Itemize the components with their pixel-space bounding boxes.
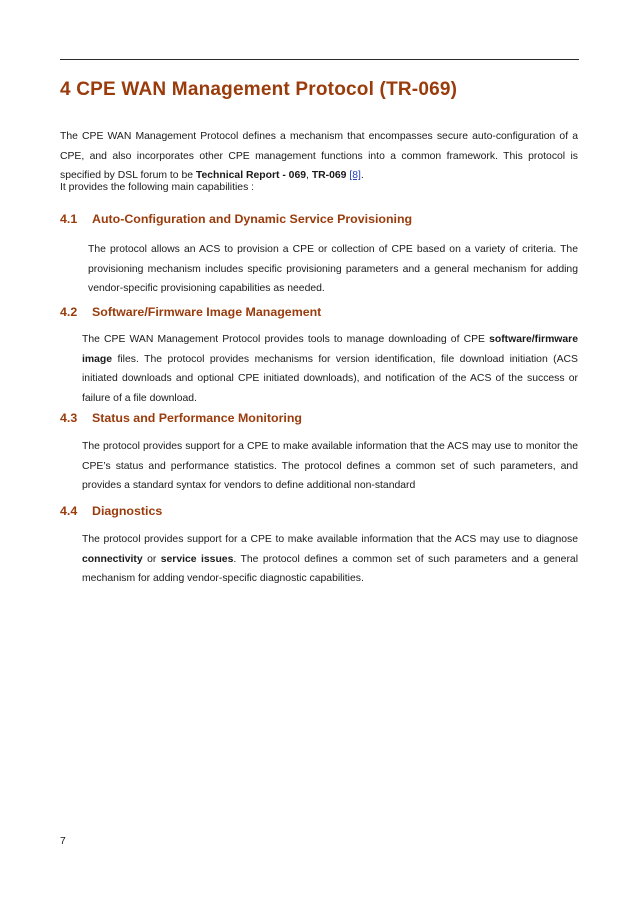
intro-end: . bbox=[360, 170, 364, 181]
section-bold-connectivity: connectivity bbox=[82, 553, 143, 565]
section-number: 4.2 bbox=[60, 305, 78, 319]
intro-text: The CPE WAN Management Protocol defines a mechanism that encompasses secure auto-configuration of a CPE, and also incorporates other CPE management functions into a common framework. This protocol is specified by DSL forum to be bbox=[60, 131, 578, 181]
intro-separator: , bbox=[306, 170, 312, 181]
section-title: Diagnostics bbox=[92, 504, 163, 518]
section-body-4-2 bbox=[82, 330, 578, 408]
section-heading-4-3 bbox=[60, 411, 302, 425]
page-number: 7 bbox=[60, 836, 66, 847]
chapter-heading: 4 CPE WAN Management Protocol (TR-069) bbox=[60, 79, 458, 100]
section-number: 4.4 bbox=[60, 504, 78, 518]
section-body-4-3: The protocol provides support for a CPE to make available information that the ACS may use to monitor the CPE’s status and performance statistics. The protocol defines a common set of such parameters, and provides a standard syntax for vendors to define additional non-standard bbox=[82, 441, 578, 491]
section-number: 4.1 bbox=[60, 212, 78, 226]
intro-bold-tr069: TR-069 bbox=[311, 170, 347, 181]
section-text: The protocol provides support for a CPE to make available information that the ACS may use to diagnose bbox=[82, 534, 578, 545]
section-title: Auto-Configuration and Dynamic Service Provisioning bbox=[92, 212, 413, 226]
intro-paragraph bbox=[60, 127, 578, 186]
section-heading-4-2 bbox=[60, 305, 321, 319]
section-text: files. The protocol provides mechanisms for version identification, file download initiation (ACS initiated downloads and optional CPE initiated downloads), and notification of the ACS of the success or failure of a file download. bbox=[82, 353, 578, 404]
reference-link[interactable]: [8] bbox=[349, 170, 361, 181]
header-rule bbox=[60, 59, 579, 60]
section-body-4-4 bbox=[82, 530, 578, 589]
section-text: . The protocol defines a common set of such parameters and a general mechanism for adding vendor-specific diagnostic capabilities. bbox=[82, 553, 579, 584]
section-number: 4.3 bbox=[60, 411, 78, 425]
intro-bold-technical-report: Technical Report - 069 bbox=[195, 170, 307, 181]
section-body-4-1: The protocol allows an ACS to provision a CPE or collection of CPE based on a variety of criteria. The provisioning mechanism includes specific provisioning parameters and a general mechanism for adding vendor-specific provisioning capabilities as needed. bbox=[88, 244, 578, 294]
capabilities-intro: It provides the following main capabilities : bbox=[60, 182, 255, 193]
section-bold-software-firmware: software/firmware image bbox=[82, 334, 578, 365]
section-text: or bbox=[142, 553, 161, 565]
section-bold-service-issues: service issues bbox=[160, 553, 234, 565]
section-title: Status and Performance Monitoring bbox=[92, 411, 302, 425]
section-title: Software/Firmware Image Management bbox=[92, 305, 322, 319]
section-heading-4-1 bbox=[60, 212, 412, 226]
section-text: The CPE WAN Management Protocol provides tools to manage downloading of CPE bbox=[82, 334, 490, 345]
section-heading-4-4 bbox=[60, 504, 162, 518]
